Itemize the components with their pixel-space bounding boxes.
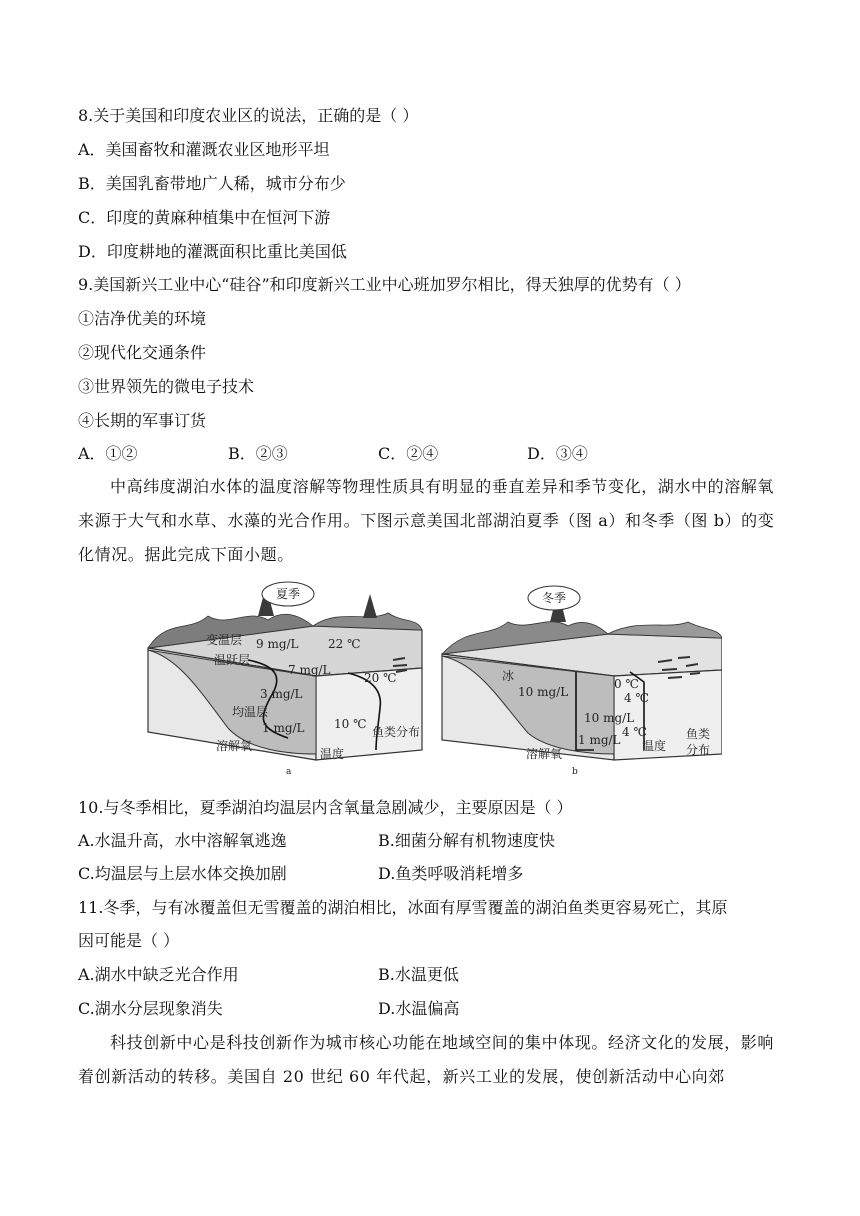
panel-a <box>148 582 422 777</box>
q10-stem: 10.与冬季相比，夏季湖泊均温层内含氧量急剧减少，主要原因是（ ） <box>78 798 573 817</box>
panel-a-oxy-4: 1 mg/L <box>262 721 305 735</box>
panel-a-layer-mid: 温跃层 <box>214 653 251 667</box>
q9-options <box>78 443 798 465</box>
q9-item-3: ③世界领先的微电子技术 <box>78 377 255 396</box>
panel-a-oxy-2: 7 mg/L <box>288 663 331 677</box>
q8-option-c[interactable]: C．印度的黄麻种植集中在恒河下游 <box>78 208 331 227</box>
panel-b-label-fish-2: 分布 <box>686 743 711 757</box>
panel-b-label-oxygen: 溶解氧 <box>526 747 563 761</box>
q9-option-d[interactable]: D．③④ <box>527 444 588 463</box>
panel-a-label-temp: 温度 <box>320 747 345 761</box>
q11-stem-line-2: 因可能是（ ） <box>78 931 180 950</box>
panel-a-caption: a <box>286 767 292 777</box>
panel-b-caption: b <box>572 767 578 777</box>
lake-figure <box>138 578 722 778</box>
panel-a-layer-top: 变温层 <box>206 633 243 647</box>
panel-b-temp-2: 4 ℃ <box>624 691 649 705</box>
q11-option-d[interactable]: D.水温偏高 <box>378 999 460 1018</box>
panel-a-oxy-3: 3 mg/L <box>260 687 303 701</box>
q10-options-row-1 <box>78 830 798 852</box>
panel-a-layer-bottom: 均温层 <box>232 705 269 719</box>
q9-item-4: ④长期的军事订货 <box>78 411 207 430</box>
panel-b-season: 冬季 <box>541 591 567 605</box>
q8-option-d[interactable]: D．印度耕地的灌溉面积比重比美国低 <box>78 242 347 261</box>
q10-option-c[interactable]: C.均温层与上层水体交换加剧 <box>78 864 287 883</box>
lake-passage: 中高纬度湖泊水体的温度溶解等物理性质具有明显的垂直差异和季节变化，湖水中的溶解氧来源于大气和水草、水藻的光合作用。下图示意美国北部湖泊夏季（图 a）和冬季（图 b）的变化情况。据此完成下面小题。 <box>78 477 775 564</box>
q11-option-a[interactable]: A.湖水中缺乏光合作用 <box>78 965 239 984</box>
q11-option-b[interactable]: B.水温更低 <box>378 965 459 984</box>
q11-option-c[interactable]: C.湖水分层现象消失 <box>78 999 223 1018</box>
q10-option-a[interactable]: A.水温升高，水中溶解氧逃逸 <box>78 831 287 850</box>
panel-b-label-temp: 温度 <box>642 739 667 753</box>
panel-a-oxy-1: 9 mg/L <box>256 637 299 651</box>
q9-stem: 9.美国新兴工业中心“硅谷”和印度新兴工业中心班加罗尔相比，得天独厚的优势有（ ） <box>78 275 691 294</box>
q9-item-1: ①洁净优美的环境 <box>78 309 207 328</box>
panel-b-label-ice: 冰 <box>502 669 515 683</box>
panel-b-temp-1: 0 ℃ <box>614 677 639 691</box>
q10-options-row-2 <box>78 863 798 885</box>
panel-b-oxy-2: 10 mg/L <box>584 711 635 725</box>
panel-a-label-oxygen: 溶解氧 <box>216 739 253 753</box>
q9-item-2: ②现代化交通条件 <box>78 343 207 362</box>
q10-option-d[interactable]: D.鱼类呼吸消耗增多 <box>378 864 524 883</box>
panel-a-label-fish: 鱼类分布 <box>372 725 421 739</box>
innovation-passage: 科技创新中心是科技创新作为城市核心功能在地域空间的集中体现。经济文化的发展，影响着创新活动的转移。美国自 20 世纪 60 年代起，新兴工业的发展，使创新活动中心向郊 <box>78 1033 775 1086</box>
q8-stem: 8.关于美国和印度农业区的说法，正确的是（ ） <box>78 106 419 125</box>
panel-a-temp-3: 10 ℃ <box>334 717 367 731</box>
panel-a-season: 夏季 <box>275 587 301 601</box>
q9-option-c[interactable]: C．②④ <box>378 444 439 463</box>
panel-b-oxy-1: 10 mg/L <box>518 685 569 699</box>
lake-figure-svg <box>138 578 722 778</box>
panel-b <box>442 586 722 777</box>
q8-option-b[interactable]: B．美国乳畜带地广人稀，城市分布少 <box>78 174 346 193</box>
q11-options-row-1 <box>78 964 798 986</box>
q9-option-b[interactable]: B．②③ <box>228 444 288 463</box>
panel-b-temp-3: 4 ℃ <box>622 725 647 739</box>
panel-a-temp-2: 20 ℃ <box>364 671 397 685</box>
q8-option-a[interactable]: A．美国畜牧和灌溉农业区地形平坦 <box>78 140 330 159</box>
q10-option-b[interactable]: B.细菌分解有机物速度快 <box>378 831 555 850</box>
q9-option-a[interactable]: A．①② <box>78 444 138 463</box>
panel-b-oxy-3: 1 mg/L <box>578 733 621 747</box>
panel-a-temp-1: 22 ℃ <box>328 637 361 651</box>
q11-options-row-2 <box>78 998 798 1020</box>
panel-b-label-fish-1: 鱼类 <box>686 727 711 741</box>
q11-stem-line-1: 11.冬季，与有冰覆盖但无雪覆盖的湖泊相比，冰面有厚雪覆盖的湖泊鱼类更容易死亡，其原 <box>78 898 728 917</box>
